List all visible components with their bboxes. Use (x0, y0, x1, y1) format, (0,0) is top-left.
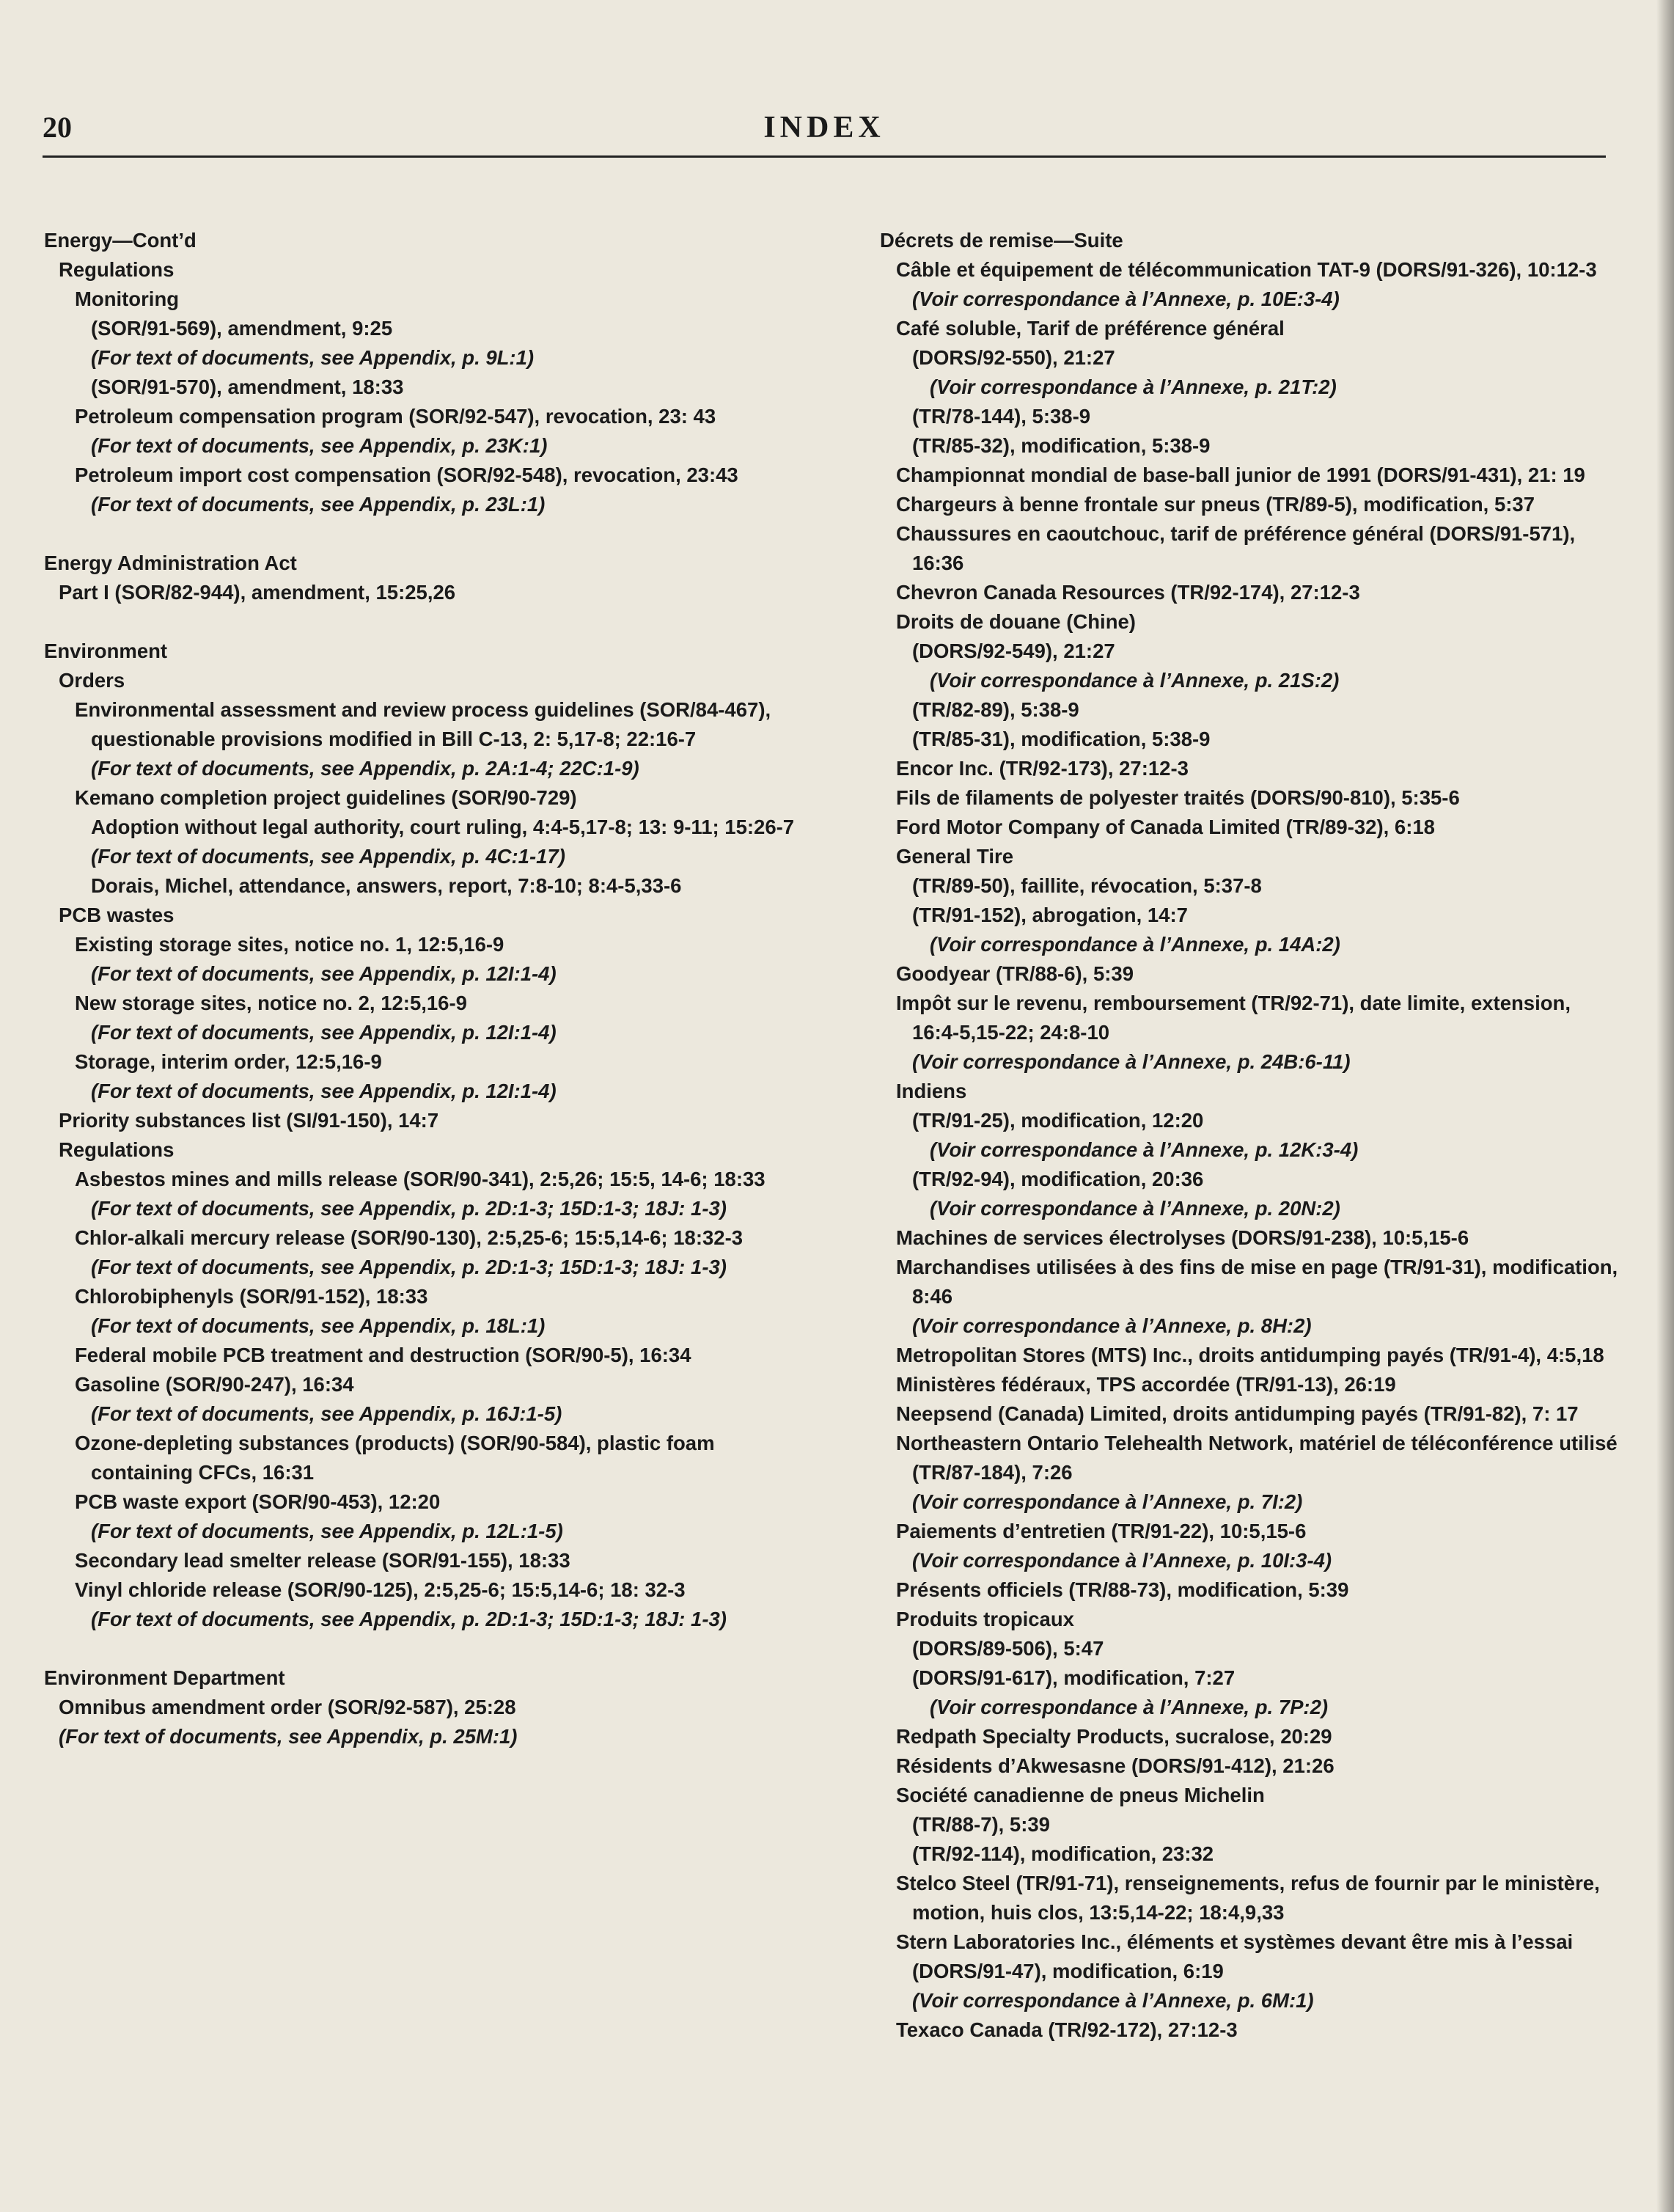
index-entry: Metropolitan Stores (MTS) Inc., droits antidumping payés (TR/91-4), 4:5,18 (896, 1344, 1604, 1366)
index-entry: Texaco Canada (TR/92-172), 27:12-3 (896, 2018, 1238, 2041)
index-entry: Neepsend (Canada) Limited, droits antidumping payés (TR/91-82), 7: 17 (896, 1402, 1579, 1425)
index-cross-reference: (For text of documents, see Appendix, p. 12I:1-4) (91, 1021, 557, 1044)
index-entry: (TR/92-94), modification, 20:36 (912, 1168, 1204, 1190)
index-entry: Omnibus amendment order (SOR/92-587), 25:28 (59, 1696, 516, 1718)
index-entry: Câble et équipement de télécommunication TAT-9 (DORS/91-326), 10:12-3 (896, 258, 1597, 281)
index-entry: Redpath Specialty Products, sucralose, 20:29 (896, 1725, 1332, 1748)
index-cross-reference: (Voir correspondance à l’Annexe, p. 7P:2) (930, 1696, 1329, 1718)
running-title: INDEX (763, 111, 885, 144)
index-entry: Paiements d’entretien (TR/91-22), 10:5,15-6 (896, 1520, 1307, 1542)
index-cross-reference: (For text of documents, see Appendix, p. 2D:1-3; 15D:1-3; 18J: 1-3) (91, 1608, 727, 1630)
index-cross-reference: (For text of documents, see Appendix, p. 12I:1-4) (91, 1080, 557, 1102)
index-entry: Orders (59, 669, 125, 692)
index-cross-reference: (For text of documents, see Appendix, p. 12I:1-4) (91, 962, 557, 985)
entry-gap (44, 607, 821, 637)
index-entry: (SOR/91-570), amendment, 18:33 (91, 376, 404, 398)
index-entry: (TR/91-25), modification, 12:20 (912, 1109, 1204, 1132)
index-entry: Vinyl chloride release (SOR/90-125), 2:5,25-6; 15:5,14-6; 18: 32-3 (75, 1578, 686, 1601)
index-cross-reference: (Voir correspondance à l’Annexe, p. 20N:2) (930, 1197, 1340, 1220)
index-entry: Existing storage sites, notice no. 1, 12:5,16-9 (75, 933, 504, 956)
index-entry: Chlorobiphenyls (SOR/91-152), 18:33 (75, 1285, 428, 1308)
entry-gap (44, 1634, 821, 1663)
index-cross-reference: (Voir correspondance à l’Annexe, p. 7I:2) (912, 1490, 1303, 1513)
index-entry: Northeastern Ontario Telehealth Network, matériel de téléconférence utilisé (TR/87-184), 7:26 (896, 1432, 1618, 1484)
index-entry: (TR/78-144), 5:38-9 (912, 405, 1091, 428)
index-entry: Produits tropicaux (896, 1608, 1074, 1630)
index-column-left (44, 226, 821, 1751)
index-cross-reference: (Voir correspondance à l’Annexe, p. 24B:6-11) (912, 1050, 1351, 1073)
index-cross-reference: (For text of documents, see Appendix, p. 23K:1) (91, 434, 548, 457)
index-entry: PCB waste export (SOR/90-453), 12:20 (75, 1490, 441, 1513)
index-entry: Secondary lead smelter release (SOR/91-155), 18:33 (75, 1549, 570, 1572)
index-entry: Chlor-alkali mercury release (SOR/90-130), 2:5,25-6; 15:5,14-6; 18:32-3 (75, 1226, 744, 1249)
index-entry: Encor Inc. (TR/92-173), 27:12-3 (896, 757, 1189, 780)
index-entry: (TR/88-7), 5:39 (912, 1813, 1050, 1836)
index-entry: Ford Motor Company of Canada Limited (TR/89-32), 6:18 (896, 816, 1435, 838)
index-entry: Environmental assessment and review process guidelines (SOR/84-467), questionable provisions modified in Bill C-13, 2: 5,17-8; 22:16-7 (75, 698, 771, 750)
index-heading: Environment (44, 640, 168, 662)
index-entry: General Tire (896, 845, 1013, 868)
index-entry: (TR/82-89), 5:38-9 (912, 698, 1079, 721)
index-entry: Résidents d’Akwesasne (DORS/91-412), 21:26 (896, 1754, 1335, 1777)
index-entry: Chaussures en caoutchouc, tarif de préférence général (DORS/91-571), 16:36 (896, 522, 1576, 574)
index-entry: (DORS/92-550), 21:27 (912, 346, 1115, 369)
index-entry: Kemano completion project guidelines (SOR/90-729) (75, 786, 577, 809)
index-entry: Dorais, Michel, attendance, answers, report, 7:8-10; 8:4-5,33-6 (91, 874, 682, 897)
index-entry: Monitoring (75, 288, 180, 310)
index-heading: Energy Administration Act (44, 552, 297, 574)
index-cross-reference: (For text of documents, see Appendix, p. 4C:1-17) (91, 845, 565, 868)
index-cross-reference: (For text of documents, see Appendix, p. 25M:1) (59, 1725, 518, 1748)
index-cross-reference: (For text of documents, see Appendix, p. 2A:1-4; 22C:1-9) (91, 757, 639, 780)
index-entry: (TR/85-32), modification, 5:38-9 (912, 434, 1211, 457)
index-entry: Gasoline (SOR/90-247), 16:34 (75, 1373, 354, 1396)
entry-gap (44, 519, 821, 549)
index-entry: Fils de filaments de polyester traités (DORS/90-810), 5:35-6 (896, 786, 1460, 809)
index-cross-reference: (Voir correspondance à l’Annexe, p. 12K:3-4) (930, 1138, 1359, 1161)
index-entry: New storage sites, notice no. 2, 12:5,16-9 (75, 992, 467, 1014)
index-entry: Stern Laboratories Inc., éléments et systèmes devant être mis à l’essai (DORS/91-47), modification, 6:19 (896, 1930, 1574, 1982)
index-heading: Environment Department (44, 1666, 285, 1689)
index-entry: (DORS/92-549), 21:27 (912, 640, 1115, 662)
index-entry: Stelco Steel (TR/91-71), renseignements, refus de fournir par le ministère, motion, huis clos, 13:5,14-22; 18:4,9,33 (896, 1872, 1600, 1924)
page-number: 20 (43, 111, 72, 144)
index-heading: Décrets de remise—Suite (880, 229, 1123, 252)
index-cross-reference: (Voir correspondance à l’Annexe, p. 6M:1) (912, 1989, 1314, 2012)
page-header (43, 110, 1606, 154)
index-cross-reference: (Voir correspondance à l’Annexe, p. 10I:3-4) (912, 1549, 1332, 1572)
index-entry: (SOR/91-569), amendment, 9:25 (91, 317, 393, 340)
index-cross-reference: (For text of documents, see Appendix, p. 2D:1-3; 15D:1-3; 18J: 1-3) (91, 1256, 727, 1278)
index-entry: (DORS/91-617), modification, 7:27 (912, 1666, 1236, 1689)
header-rule (43, 155, 1606, 158)
index-entry: Goodyear (TR/88-6), 5:39 (896, 962, 1134, 985)
index-entry: Ministères fédéraux, TPS accordée (TR/91-13), 26:19 (896, 1373, 1396, 1396)
index-entry: Machines de services électrolyses (DORS/91-238), 10:5,15-6 (896, 1226, 1469, 1249)
index-entry: Impôt sur le revenu, remboursement (TR/92-71), date limite, extension, 16:4-5,15-22; 24:8-10 (896, 992, 1571, 1044)
index-entry: PCB wastes (59, 904, 175, 926)
index-entry: Marchandises utilisées à des fins de mise en page (TR/91-31), modification, 8:46 (896, 1256, 1618, 1308)
index-cross-reference: (For text of documents, see Appendix, p. 12L:1-5) (91, 1520, 563, 1542)
index-entry: (DORS/89-506), 5:47 (912, 1637, 1104, 1660)
index-entry: Storage, interim order, 12:5,16-9 (75, 1050, 382, 1073)
index-cross-reference: (For text of documents, see Appendix, p. 23L:1) (91, 493, 546, 516)
index-entry: Adoption without legal authority, court ruling, 4:4-5,17-8; 13: 9-11; 15:26-7 (91, 816, 795, 838)
index-entry: Petroleum compensation program (SOR/92-547), revocation, 23: 43 (75, 405, 716, 428)
index-cross-reference: (For text of documents, see Appendix, p. 18L:1) (91, 1314, 546, 1337)
index-entry: (TR/85-31), modification, 5:38-9 (912, 728, 1211, 750)
index-entry: Petroleum import cost compensation (SOR/92-548), revocation, 23:43 (75, 464, 738, 486)
index-entry: Asbestos mines and mills release (SOR/90-341), 2:5,26; 15:5, 14-6; 18:33 (75, 1168, 766, 1190)
index-entry: Priority substances list (SI/91-150), 14:7 (59, 1109, 439, 1132)
index-entry: (TR/89-50), faillite, révocation, 5:37-8 (912, 874, 1262, 897)
index-cross-reference: (Voir correspondance à l’Annexe, p. 10E:3-4) (912, 288, 1340, 310)
index-entry: Regulations (59, 1138, 175, 1161)
index-entry: Regulations (59, 258, 175, 281)
index-entry: Ozone-depleting substances (products) (SOR/90-584), plastic foam containing CFCs, 16:31 (75, 1432, 715, 1484)
index-cross-reference: (For text of documents, see Appendix, p. 16J:1-5) (91, 1402, 562, 1425)
index-entry: Café soluble, Tarif de préférence général (896, 317, 1285, 340)
index-entry: (TR/91-152), abrogation, 14:7 (912, 904, 1188, 926)
index-cross-reference: (Voir correspondance à l’Annexe, p. 21T:2) (930, 376, 1337, 398)
index-entry: Présents officiels (TR/88-73), modification, 5:39 (896, 1578, 1349, 1601)
index-heading: Energy—Cont’d (44, 229, 197, 252)
index-entry: Championnat mondial de base-ball junior de 1991 (DORS/91-431), 21: 19 (896, 464, 1585, 486)
index-cross-reference: (For text of documents, see Appendix, p. 2D:1-3; 15D:1-3; 18J: 1-3) (91, 1197, 727, 1220)
index-entry: Société canadienne de pneus Michelin (896, 1784, 1265, 1806)
page-edge-shadow (1656, 0, 1674, 2212)
index-cross-reference: (Voir correspondance à l’Annexe, p. 8H:2) (912, 1314, 1312, 1337)
index-entry: Chargeurs à benne frontale sur pneus (TR/89-5), modification, 5:37 (896, 493, 1535, 516)
index-entry: Federal mobile PCB treatment and destruction (SOR/90-5), 16:34 (75, 1344, 691, 1366)
index-column-right (880, 226, 1620, 2045)
index-entry: Indiens (896, 1080, 967, 1102)
index-entry: Part I (SOR/82-944), amendment, 15:25,26 (59, 581, 456, 604)
index-cross-reference: (Voir correspondance à l’Annexe, p. 14A:2) (930, 933, 1340, 956)
index-cross-reference: (Voir correspondance à l’Annexe, p. 21S:2) (930, 669, 1340, 692)
index-entry: (TR/92-114), modification, 23:32 (912, 1842, 1214, 1865)
index-entry: Chevron Canada Resources (TR/92-174), 27:12-3 (896, 581, 1360, 604)
index-cross-reference: (For text of documents, see Appendix, p. 9L:1) (91, 346, 535, 369)
index-entry: Droits de douane (Chine) (896, 610, 1136, 633)
